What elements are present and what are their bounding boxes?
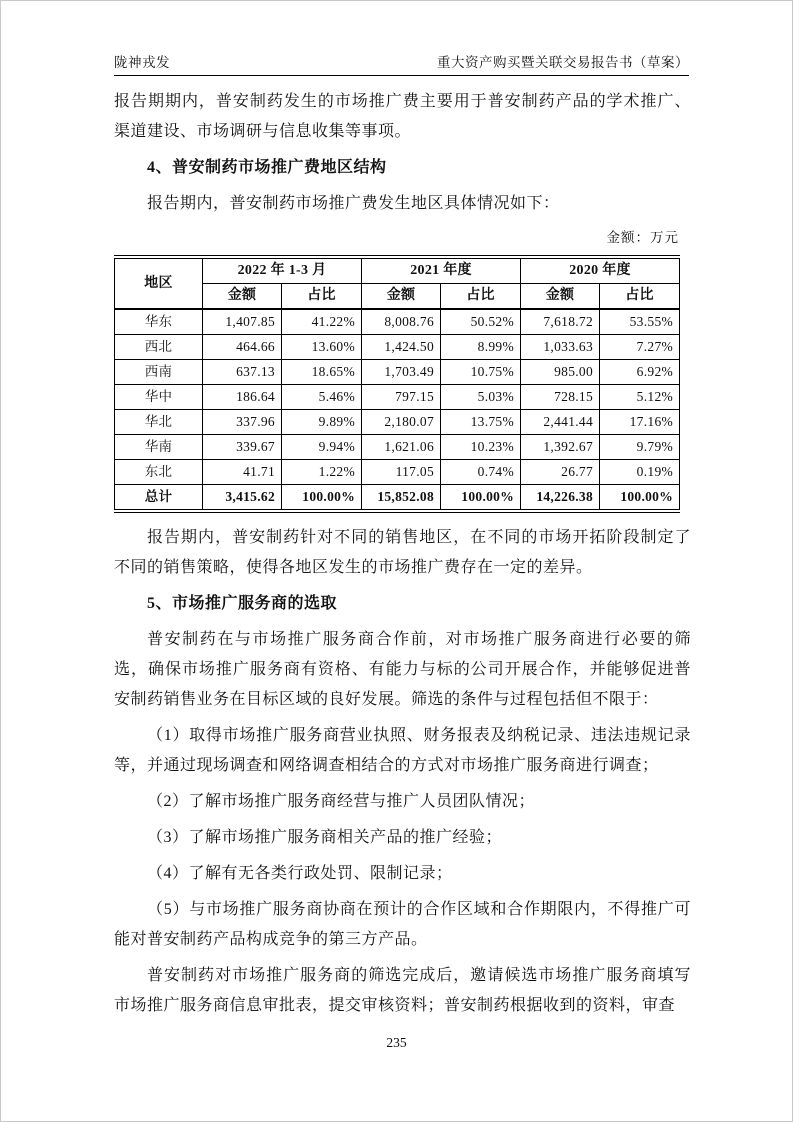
- list-item-3: （3）了解市场推广服务商相关产品的推广经验；: [147, 829, 503, 846]
- header-report-title: 重大资产购买暨关联交易报告书（草案）: [437, 55, 689, 70]
- col-header-ratio-2021: 占比: [441, 284, 521, 310]
- ratio-cell: 9.94%: [282, 435, 362, 460]
- list-item-2: （2）了解市场推广服务商经营与推广人员团队情况；: [147, 793, 536, 810]
- region-cell: 西北: [115, 335, 203, 360]
- table-body: [115, 309, 680, 511]
- amount-cell: 637.13: [203, 360, 282, 385]
- paragraph-intro: 报告期期内，普安制药发生的市场推广费主要用于普安制药产品的学术推广、渠道建设、市场调研与信息收集等事项。: [114, 93, 691, 140]
- ratio-cell: 0.74%: [441, 460, 521, 485]
- ratio-cell: 100.00%: [441, 485, 521, 512]
- ratio-cell: 50.52%: [441, 309, 521, 335]
- table-row: [115, 460, 680, 485]
- amount-cell: 1,033.63: [521, 335, 600, 360]
- table-row: [115, 360, 680, 385]
- ratio-cell: 0.19%: [600, 460, 680, 485]
- running-header: [114, 54, 689, 76]
- amount-cell: 8,008.76: [362, 309, 441, 335]
- amount-cell: 1,407.85: [203, 309, 282, 335]
- amount-cell: 2,180.07: [362, 410, 441, 435]
- amount-cell: 1,392.67: [521, 435, 600, 460]
- table-row: [115, 309, 680, 335]
- header-company-name: 陇神戎发: [114, 55, 170, 70]
- ratio-cell: 5.03%: [441, 385, 521, 410]
- amount-cell: 728.15: [521, 385, 600, 410]
- col-header-amount-2020: 金额: [521, 284, 600, 310]
- amount-cell: 26.77: [521, 460, 600, 485]
- ratio-cell: 53.55%: [600, 309, 680, 335]
- amount-cell: 337.96: [203, 410, 282, 435]
- paragraph-after-table: 报告期内，普安制药针对不同的销售地区，在不同的市场开拓阶段制定了不同的销售策略，使得各地区发生的市场推广费存在一定的差异。: [114, 529, 691, 576]
- table-row: [115, 410, 680, 435]
- table-row: [115, 385, 680, 410]
- ratio-cell: 6.92%: [600, 360, 680, 385]
- table-row: [115, 435, 680, 460]
- col-header-ratio-2020: 占比: [600, 284, 680, 310]
- ratio-cell: 13.75%: [441, 410, 521, 435]
- region-cell: 华南: [115, 435, 203, 460]
- ratio-cell: 7.27%: [600, 335, 680, 360]
- region-cell: 总计: [115, 485, 203, 512]
- section-heading-4: 4、普安制药市场推广费地区结构: [147, 159, 387, 176]
- ratio-cell: 100.00%: [600, 485, 680, 512]
- list-item-1: （1）取得市场推广服务商营业执照、财务报表及纳税记录、违法违规记录等，并通过现场调查和网络调查相结合的方式对市场推广服务商进行调查；: [114, 727, 691, 774]
- page-number: 235: [386, 1035, 407, 1050]
- amount-cell: 1,703.49: [362, 360, 441, 385]
- ratio-cell: 41.22%: [282, 309, 362, 335]
- ratio-cell: 1.22%: [282, 460, 362, 485]
- paragraph-closing: 普安制药对市场推广服务商的筛选完成后，邀请候选市场推广服务商填写市场推广服务商信息审批表，提交审核资料；普安制药根据收到的资料，审查: [114, 967, 691, 1014]
- col-header-region: 地区: [115, 257, 203, 309]
- col-header-ratio-2022: 占比: [282, 284, 362, 310]
- col-header-period-2020: 2020 年度: [521, 257, 680, 284]
- amount-cell: 985.00: [521, 360, 600, 385]
- amount-cell: 3,415.62: [203, 485, 282, 512]
- paragraph-table-lead-in: 报告期内，普安制药市场推广费发生地区具体情况如下：: [147, 195, 560, 212]
- table-header: [115, 257, 680, 309]
- col-header-amount-2021: 金额: [362, 284, 441, 310]
- region-cell: 华东: [115, 309, 203, 335]
- ratio-cell: 18.65%: [282, 360, 362, 385]
- region-cell: 西南: [115, 360, 203, 385]
- amount-cell: 339.67: [203, 435, 282, 460]
- amount-cell: 41.71: [203, 460, 282, 485]
- col-header-period-2022: 2022 年 1-3 月: [203, 257, 362, 284]
- region-cell: 华中: [115, 385, 203, 410]
- col-header-period-2021: 2021 年度: [362, 257, 521, 284]
- table-total-row: [115, 485, 680, 512]
- table-unit-label: 金额：万元: [606, 230, 679, 245]
- amount-cell: 464.66: [203, 335, 282, 360]
- region-cell: 东北: [115, 460, 203, 485]
- ratio-cell: 10.75%: [441, 360, 521, 385]
- ratio-cell: 9.89%: [282, 410, 362, 435]
- ratio-cell: 5.12%: [600, 385, 680, 410]
- ratio-cell: 13.60%: [282, 335, 362, 360]
- amount-cell: 797.15: [362, 385, 441, 410]
- section-heading-5: 5、市场推广服务商的选取: [147, 595, 338, 612]
- ratio-cell: 100.00%: [282, 485, 362, 512]
- amount-cell: 117.05: [362, 460, 441, 485]
- amount-cell: 186.64: [203, 385, 282, 410]
- table-header-row-periods: [115, 257, 680, 284]
- amount-cell: 15,852.08: [362, 485, 441, 512]
- amount-cell: 1,424.50: [362, 335, 441, 360]
- amount-cell: 7,618.72: [521, 309, 600, 335]
- ratio-cell: 17.16%: [600, 410, 680, 435]
- page-body: [114, 80, 691, 1027]
- list-item-5: （5）与市场推广服务商协商在预计的合作区域和合作期限内，不得推广可能对普安制药产品构成竞争的第三方产品。: [114, 901, 691, 948]
- region-cell: 华北: [115, 410, 203, 435]
- amount-cell: 2,441.44: [521, 410, 600, 435]
- region-expense-table: [114, 255, 680, 513]
- ratio-cell: 8.99%: [441, 335, 521, 360]
- ratio-cell: 10.23%: [441, 435, 521, 460]
- paragraph-screening-intro: 普安制药在与市场推广服务商合作前，对市场推广服务商进行必要的筛选，确保市场推广服务商有资格、有能力与标的公司开展合作，并能够促进普安制药销售业务在目标区域的良好发展。筛选的条件与过程包括但不限于：: [114, 631, 691, 708]
- table-row: [115, 335, 680, 360]
- ratio-cell: 9.79%: [600, 435, 680, 460]
- amount-cell: 14,226.38: [521, 485, 600, 512]
- col-header-amount-2022: 金额: [203, 284, 282, 310]
- amount-cell: 1,621.06: [362, 435, 441, 460]
- ratio-cell: 5.46%: [282, 385, 362, 410]
- list-item-4: （4）了解有无各类行政处罚、限制记录；: [147, 865, 453, 882]
